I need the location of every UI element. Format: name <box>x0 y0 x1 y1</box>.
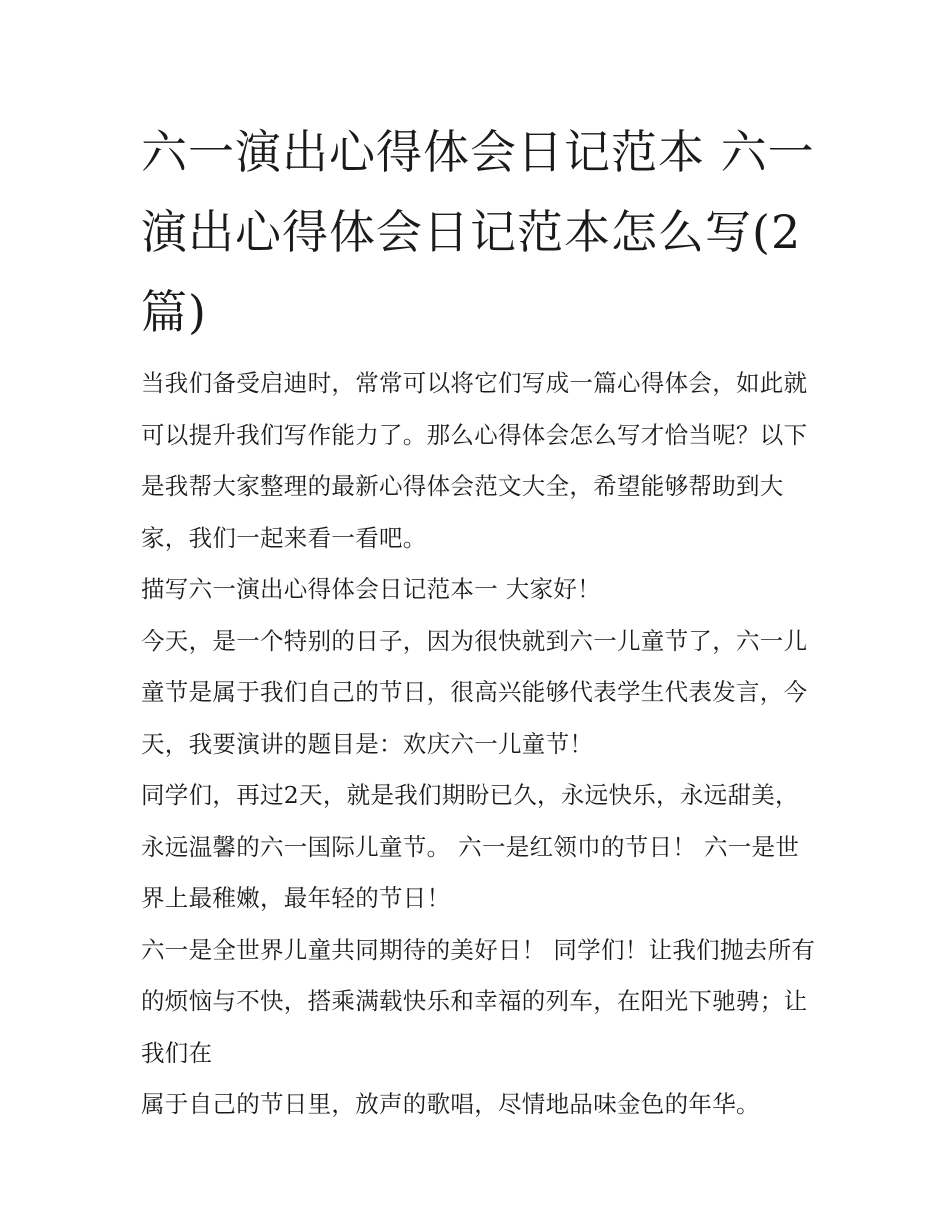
paragraph-world-children: 六一是全世界儿童共同期待的美好日！ 同学们！让我们抛去所有的烦恼与不快，搭乘满载快乐和幸福的列车，在阳光下驰骋；让我们在 <box>141 935 816 1067</box>
paragraph-greeting: 描写六一演出心得体会日记范本一 大家好！ <box>141 575 601 603</box>
paragraph-intro: 当我们备受启迪时，常常可以将它们写成一篇心得体会，如此就可以提升我们写作能力了。那么心得体会怎么写才恰当呢？以下是我帮大家整理的最新心得体会范文大全，希望能够帮助到大家，我们一起来看一看吧。 <box>141 369 808 552</box>
document-page <box>141 112 817 1131</box>
paragraph-classmates: 同学们，再过2天，就是我们期盼已久，永远快乐，永远甜美，永远温馨的六一国际儿童节。 六一是红领巾的节日！ 六一是世界上最稚嫩，最年轻的节日！ <box>141 781 800 912</box>
document-title: 六一演出心得体会日记范本 六一演出心得体会日记范本怎么写(2篇) <box>141 125 815 339</box>
paragraph-festival: 属于自己的节日里，放声的歌唱，尽情地品味金色的年华。 <box>141 1090 760 1118</box>
paragraph-today: 今天，是一个特别的日子，因为很快就到六一儿童节了，六一儿童节是属于我们自己的节日，很高兴能够代表学生代表发言，今天，我要演讲的题目是：欢庆六一儿童节！ <box>141 626 808 758</box>
